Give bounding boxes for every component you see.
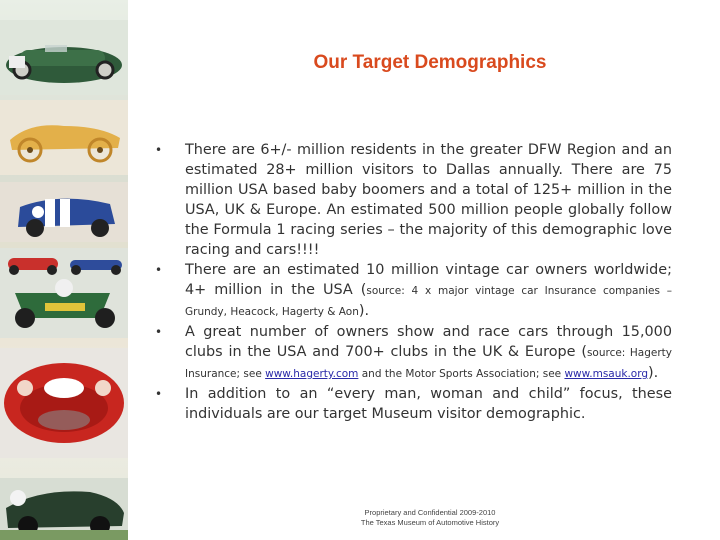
footer-line-2: The Texas Museum of Automotive History — [360, 518, 500, 527]
bullet-marker: • — [155, 143, 163, 157]
yellow-roadster-photo — [0, 100, 128, 175]
paren-close: ). — [648, 365, 659, 381]
bullet-list — [150, 140, 672, 424]
paren-open: ( — [360, 282, 367, 298]
bullet-text: There are 6+/- million residents in the greater DFW Region and an estimated 28+ million visitors to Dallas annually. There are 75 million USA based baby boomers and a total of 125+ million in the USA, UK & Europe. An estimated 500 million people globally follow the Formula 1 racing series – the majority of this demographic love racing and cars!!!! — [185, 142, 672, 258]
red-race-car-photo — [0, 348, 128, 458]
bullet-marker: • — [155, 325, 163, 339]
bullet-marker: • — [155, 387, 163, 401]
bullet-item-target-visitors — [150, 384, 672, 424]
green-race-car-photo — [0, 20, 128, 95]
msauk-link[interactable]: www.msauk.org — [564, 368, 649, 380]
slide-title: Our Target Demographics — [313, 52, 547, 73]
bullet-item-clubs — [150, 322, 672, 384]
cobra-race-car-photo — [0, 182, 128, 242]
hagerty-link[interactable]: www.hagerty.com — [265, 368, 359, 380]
bullet-text: There are an estimated 10 million vintage car owners worldwide; 4+ million in the USA — [185, 262, 672, 298]
formula-cars-photo — [0, 248, 128, 338]
source-note: and the Motor Sports Association; see — [358, 368, 565, 380]
confidentiality-footer — [300, 508, 560, 528]
paren-open: ( — [581, 344, 587, 360]
footer-line-1: Proprietary and Confidential 2009-2010 — [364, 508, 496, 517]
bullet-marker: • — [155, 263, 163, 277]
bullet-text: A great number of owners show and race cars through 15,000 clubs in the USA and 700+ clubs in the UK & Europe — [185, 324, 672, 360]
bullet-item-vintage-owners — [150, 260, 672, 322]
paren-close: ). — [358, 303, 370, 319]
source-note: source: 4 x major vintage car Insurance companies – Grundy, Heacock, Hagerty & Aon — [185, 285, 672, 318]
bullet-item-demographics — [150, 140, 672, 260]
jaguar-race-car-photo — [0, 478, 128, 540]
car-photo-strip — [0, 0, 128, 540]
source-note: source: Hagerty Insurance; see — [185, 347, 672, 380]
bullet-text: In addition to an “every man, woman and child” focus, these individuals are our target Museum visitor demographic. — [185, 386, 672, 422]
